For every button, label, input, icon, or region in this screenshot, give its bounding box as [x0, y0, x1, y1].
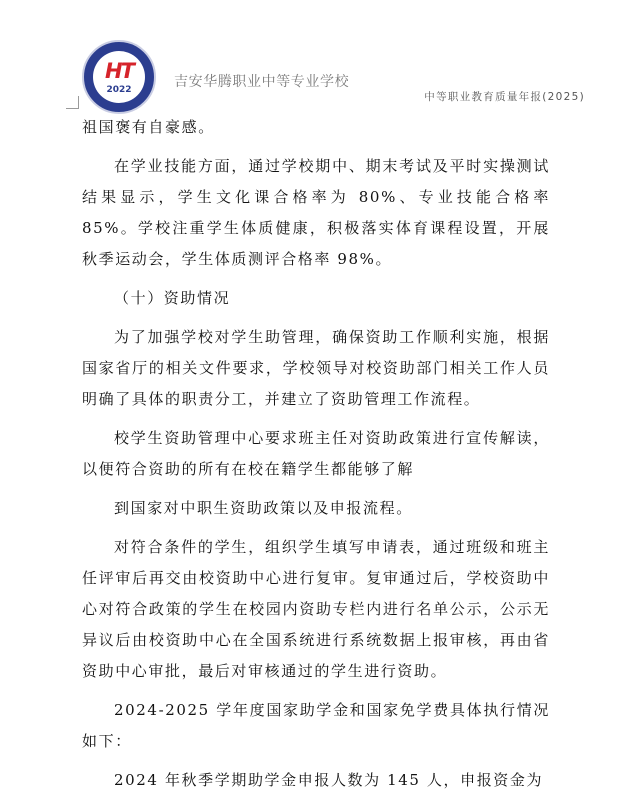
- paragraph-aid-management: 为了加强学校对学生助管理，确保资助工作顺利实施，根据国家省厅的相关文件要求，学校领导对校资助部门相关工作人员明确了具体的职责分工，并建立了资助管理工作流程。: [82, 328, 550, 408]
- school-logo-year: 2022: [106, 85, 132, 95]
- section-heading-financial-aid: （十）资助情况: [114, 289, 231, 307]
- document-body: [82, 112, 550, 796]
- paragraph-aid-publicity: 校学生资助管理中心要求班主任对资助政策进行宣传解读，以便符合资助的所有在校在籍学生都能够了解: [82, 429, 550, 478]
- paragraph-aid-autumn-2024: 2024 年秋季学期助学金申报人数为 145 人，申报资金为: [114, 771, 544, 789]
- report-title: 中等职业教育质量年报(2025): [424, 91, 585, 103]
- school-logo: [82, 40, 156, 114]
- page-header: [0, 0, 623, 112]
- paragraph-academic-skills: 在学业技能方面，通过学校期中、期末考试及平时实操测试结果显示，学生文化课合格率为 80%、专业技能合格率 85%。学校注重学生体质健康，积极落实体育课程设置，开展秋季运动会，学生体质测评合格率 98%。: [82, 157, 550, 268]
- paragraph-continuation: 祖国褒有自豪感。: [82, 118, 215, 136]
- paragraph-aid-process: 对符合条件的学生，组织学生填写申请表，通过班级和班主任评审后再交由校资助中心进行复审。复审通过后，学校资助中心对符合政策的学生在校园内资助专栏内进行名单公示，公示无异议后由校资助中心在全国系统进行系统数据上报审核，再由省资助中心审批，最后对审核通过的学生进行资助。: [82, 538, 550, 680]
- school-logo-emblem: [93, 51, 145, 103]
- school-name: 吉安华腾职业中等专业学校: [174, 74, 350, 90]
- paragraph-aid-policy: 到国家对中职生资助政策以及申报流程。: [114, 499, 413, 517]
- paragraph-aid-execution-intro: 2024-2025 学年度国家助学金和国家免学费具体执行情况如下：: [82, 701, 550, 750]
- school-logo-mark: HT: [105, 59, 133, 83]
- margin-corner-mark: [66, 96, 79, 109]
